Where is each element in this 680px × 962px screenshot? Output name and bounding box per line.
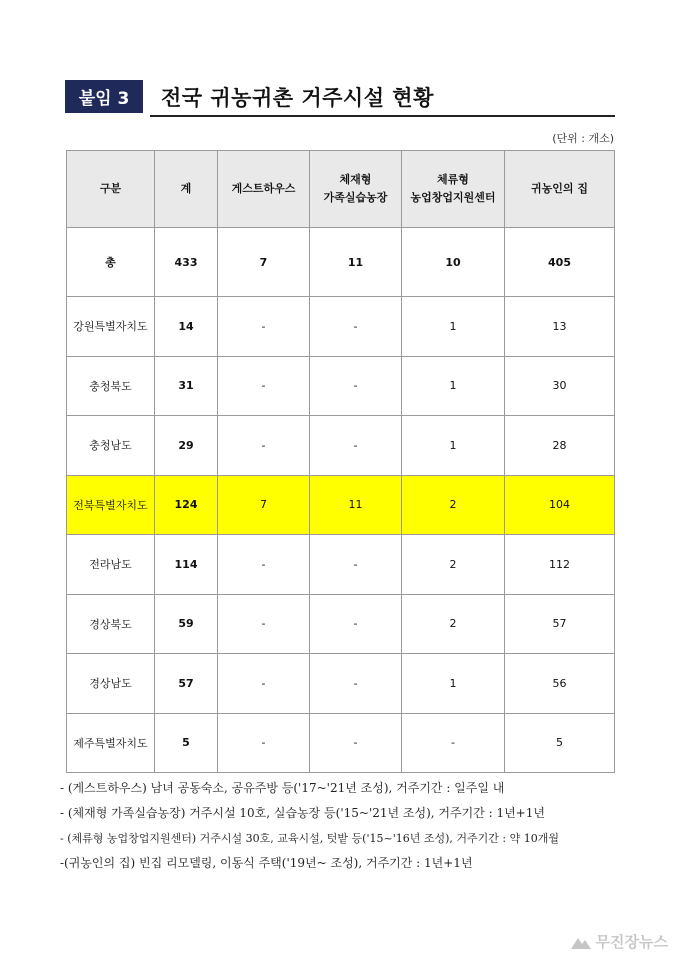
guesthouse-cell: -	[218, 356, 310, 416]
guesthouse-cell: -	[218, 535, 310, 595]
header-family-farm-label: 체재형 가족실습농장	[323, 173, 388, 204]
header-startup-center-label: 체류형 농업창업지원센터	[410, 173, 496, 204]
total-startup-center: 10	[402, 228, 505, 297]
table-row	[67, 297, 615, 357]
family-farm-cell: -	[310, 713, 402, 773]
guesthouse-cell: -	[218, 594, 310, 654]
sum-cell: 5	[155, 713, 218, 773]
region-cell: 강원특별자치도	[67, 297, 155, 357]
startup-center-cell: 1	[402, 654, 505, 714]
total-row	[67, 228, 615, 297]
total-sum: 433	[155, 228, 218, 297]
total-label: 총	[67, 228, 155, 297]
guesthouse-cell: 7	[218, 475, 310, 535]
table-row-highlighted	[67, 475, 615, 535]
sum-cell: 57	[155, 654, 218, 714]
startup-center-cell: -	[402, 713, 505, 773]
table-row	[67, 356, 615, 416]
header-returnee-house: 귀농인의 집	[505, 151, 615, 228]
family-farm-cell: -	[310, 535, 402, 595]
footnote-family-farm: - (체재형 가족실습농장) 거주시설 10호, 실습농장 등('15~'21년 조성), 거주기간 : 1년+1년	[60, 806, 545, 820]
startup-center-cell: 1	[402, 356, 505, 416]
sum-cell: 124	[155, 475, 218, 535]
region-cell: 충청북도	[67, 356, 155, 416]
sum-cell: 31	[155, 356, 218, 416]
returnee-house-cell: 112	[505, 535, 615, 595]
guesthouse-cell: -	[218, 713, 310, 773]
title-underline	[150, 115, 615, 117]
table-row	[67, 416, 615, 476]
watermark	[570, 931, 668, 952]
region-cell: 충청남도	[67, 416, 155, 476]
unit-label: (단위 : 개소)	[552, 132, 614, 145]
guesthouse-cell: -	[218, 654, 310, 714]
startup-center-cell: 1	[402, 416, 505, 476]
returnee-house-cell: 13	[505, 297, 615, 357]
family-farm-cell: -	[310, 356, 402, 416]
family-farm-cell: 11	[310, 475, 402, 535]
returnee-house-cell: 56	[505, 654, 615, 714]
returnee-house-cell: 57	[505, 594, 615, 654]
region-cell: 경상북도	[67, 594, 155, 654]
sum-cell: 29	[155, 416, 218, 476]
table-row	[67, 654, 615, 714]
startup-center-cell: 1	[402, 297, 505, 357]
total-guesthouse: 7	[218, 228, 310, 297]
region-cell: 경상남도	[67, 654, 155, 714]
returnee-house-cell: 104	[505, 475, 615, 535]
title-block	[65, 80, 615, 120]
sum-cell: 59	[155, 594, 218, 654]
table-row	[67, 713, 615, 773]
guesthouse-cell: -	[218, 416, 310, 476]
returnee-house-cell: 30	[505, 356, 615, 416]
region-cell: 제주특별자치도	[67, 713, 155, 773]
sum-cell: 14	[155, 297, 218, 357]
footnote-returnee-house: -(귀농인의 집) 빈집 리모델링, 이동식 주택('19년~ 조성), 거주기간 : 1년+1년	[60, 856, 473, 870]
startup-center-cell: 2	[402, 475, 505, 535]
header-startup-center	[402, 151, 505, 228]
facility-table	[66, 150, 615, 773]
mountain-logo-icon	[570, 934, 592, 950]
table-row	[67, 594, 615, 654]
header-category: 구분	[67, 151, 155, 228]
table-row	[67, 535, 615, 595]
family-farm-cell: -	[310, 594, 402, 654]
total-family-farm: 11	[310, 228, 402, 297]
header-family-farm	[310, 151, 402, 228]
returnee-house-cell: 28	[505, 416, 615, 476]
table-header-row	[67, 151, 615, 228]
footnote-guesthouse: - (게스트하우스) 남녀 공동숙소, 공유주방 등('17~'21년 조성), 거주기간 : 일주일 내	[60, 781, 505, 795]
appendix-tag: 붙임 3	[65, 80, 143, 113]
sum-cell: 114	[155, 535, 218, 595]
family-farm-cell: -	[310, 297, 402, 357]
total-returnee-house: 405	[505, 228, 615, 297]
family-farm-cell: -	[310, 654, 402, 714]
watermark-text: 무진장뉴스	[595, 933, 668, 951]
footnotes	[60, 776, 620, 876]
returnee-house-cell: 5	[505, 713, 615, 773]
header-sum: 계	[155, 151, 218, 228]
page-title: 전국 귀농귀촌 거주시설 현황	[161, 86, 434, 110]
guesthouse-cell: -	[218, 297, 310, 357]
startup-center-cell: 2	[402, 594, 505, 654]
footnote-startup-center: - (체류형 농업창업지원센터) 거주시설 30호, 교육시설, 텃밭 등('15~'16년 조성), 거주기간 : 약 10개월	[60, 832, 559, 845]
region-cell: 전북특별자치도	[67, 475, 155, 535]
startup-center-cell: 2	[402, 535, 505, 595]
region-cell: 전라남도	[67, 535, 155, 595]
family-farm-cell: -	[310, 416, 402, 476]
header-guesthouse: 게스트하우스	[218, 151, 310, 228]
